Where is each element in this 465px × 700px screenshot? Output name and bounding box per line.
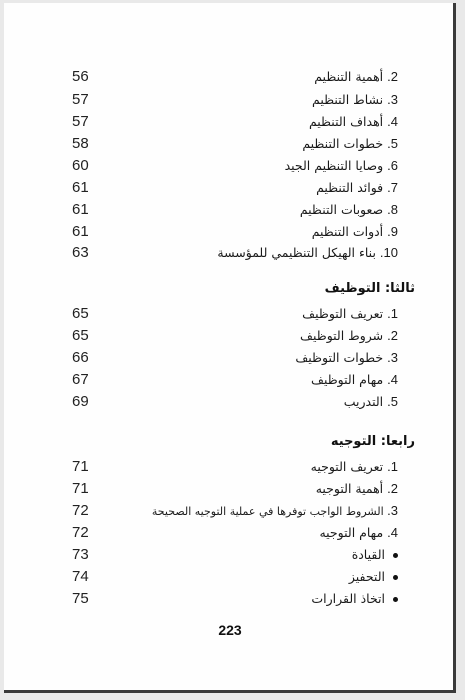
section-heading-direction: رابعا: التوجيه bbox=[330, 434, 415, 449]
toc-page-number: 66 bbox=[72, 349, 89, 366]
toc-entry bbox=[4, 221, 456, 243]
toc-entry-text: 1. تعريف التوجيه bbox=[310, 459, 398, 474]
toc-entry-text: 2. أهمية التوجيه bbox=[315, 481, 398, 496]
toc-entry-text: 7. فوائد التنظيم bbox=[316, 180, 398, 195]
page-number: 223 bbox=[218, 622, 242, 638]
toc-page-number: 72 bbox=[72, 502, 89, 519]
toc-entry-text: 2. أهمية التنظيم bbox=[314, 69, 398, 84]
toc-bullet-entry bbox=[4, 544, 456, 566]
toc-page-number: 71 bbox=[72, 458, 89, 475]
toc-page-number: 69 bbox=[72, 393, 89, 410]
toc-entry bbox=[4, 500, 456, 522]
section-heading-recruitment: ثالثا: التوظيف bbox=[324, 281, 415, 296]
toc-entry bbox=[4, 66, 456, 88]
toc-entry-text: 5. خطوات التنظيم bbox=[302, 136, 398, 151]
toc-entry-text: 3. الشروط الواجب توفرها في عملية التوجيه الصحيحة bbox=[151, 503, 398, 518]
toc-bullet-entry bbox=[4, 588, 456, 610]
toc-entry-text: 4. أهداف التنظيم bbox=[308, 114, 398, 129]
bullet-icon bbox=[393, 553, 398, 558]
toc-bullet-entry bbox=[4, 566, 456, 588]
toc-entry bbox=[4, 111, 456, 133]
toc-entry-text: 1. تعريف التوظيف bbox=[302, 306, 398, 321]
toc-page-number: 65 bbox=[72, 305, 89, 322]
bullet-icon bbox=[393, 575, 398, 580]
toc-entry bbox=[4, 391, 456, 413]
toc-entry bbox=[4, 456, 456, 478]
toc-entry-text: 2. شروط التوظيف bbox=[300, 328, 398, 343]
toc-page-number: 75 bbox=[72, 590, 89, 607]
toc-entry-text: 6. وصايا التنظيم الجيد bbox=[284, 158, 398, 173]
toc-entry bbox=[4, 369, 456, 391]
toc-entry-text: القيادة bbox=[352, 544, 398, 566]
toc-entry bbox=[4, 177, 456, 199]
toc-entry bbox=[4, 522, 456, 544]
toc-page-number: 60 bbox=[72, 157, 89, 174]
toc-entry bbox=[4, 242, 456, 264]
toc-entry-text: اتخاذ القرارات bbox=[311, 588, 398, 610]
toc-page-number: 61 bbox=[72, 179, 89, 196]
toc-page-number: 65 bbox=[72, 327, 89, 344]
toc-page-number: 57 bbox=[72, 91, 89, 108]
toc-entry bbox=[4, 478, 456, 500]
toc-entry-text: التحفيز bbox=[349, 566, 398, 588]
toc-entry-text: 8. صعوبات التنظيم bbox=[299, 202, 398, 217]
toc-entry-text: 4. مهام التوجيه bbox=[319, 525, 398, 540]
toc-entry-text: 3. خطوات التوظيف bbox=[295, 350, 398, 365]
bullet-icon bbox=[393, 597, 398, 602]
toc-entry bbox=[4, 133, 456, 155]
toc-page-number: 58 bbox=[72, 135, 89, 152]
toc-entry bbox=[4, 155, 456, 177]
toc-page-number: 61 bbox=[72, 201, 89, 218]
toc-entry bbox=[4, 325, 456, 347]
toc-page-number: 63 bbox=[72, 244, 89, 261]
toc-page-number: 67 bbox=[72, 371, 89, 388]
toc-entry bbox=[4, 347, 456, 369]
toc-entry-text: 3. نشاط التنظيم bbox=[312, 92, 398, 107]
toc-page-number: 61 bbox=[72, 223, 89, 240]
toc-page-number: 71 bbox=[72, 480, 89, 497]
toc-entry bbox=[4, 303, 456, 325]
toc-page-number: 72 bbox=[72, 524, 89, 541]
toc-entry-text: 4. مهام التوظيف bbox=[311, 372, 398, 387]
toc-page-number: 56 bbox=[72, 68, 89, 85]
toc-page-number: 74 bbox=[72, 568, 89, 585]
toc-entry bbox=[4, 89, 456, 111]
toc-page-number: 73 bbox=[72, 546, 89, 563]
toc-entry-text: 10. بناء الهيكل التنظيمي للمؤسسة bbox=[217, 245, 398, 260]
toc-page-number: 57 bbox=[72, 113, 89, 130]
book-page bbox=[4, 3, 456, 693]
toc-entry-text: 9. أدوات التنظيم bbox=[311, 224, 398, 239]
toc-entry-text: 5. التدريب bbox=[343, 394, 398, 409]
toc-entry bbox=[4, 199, 456, 221]
